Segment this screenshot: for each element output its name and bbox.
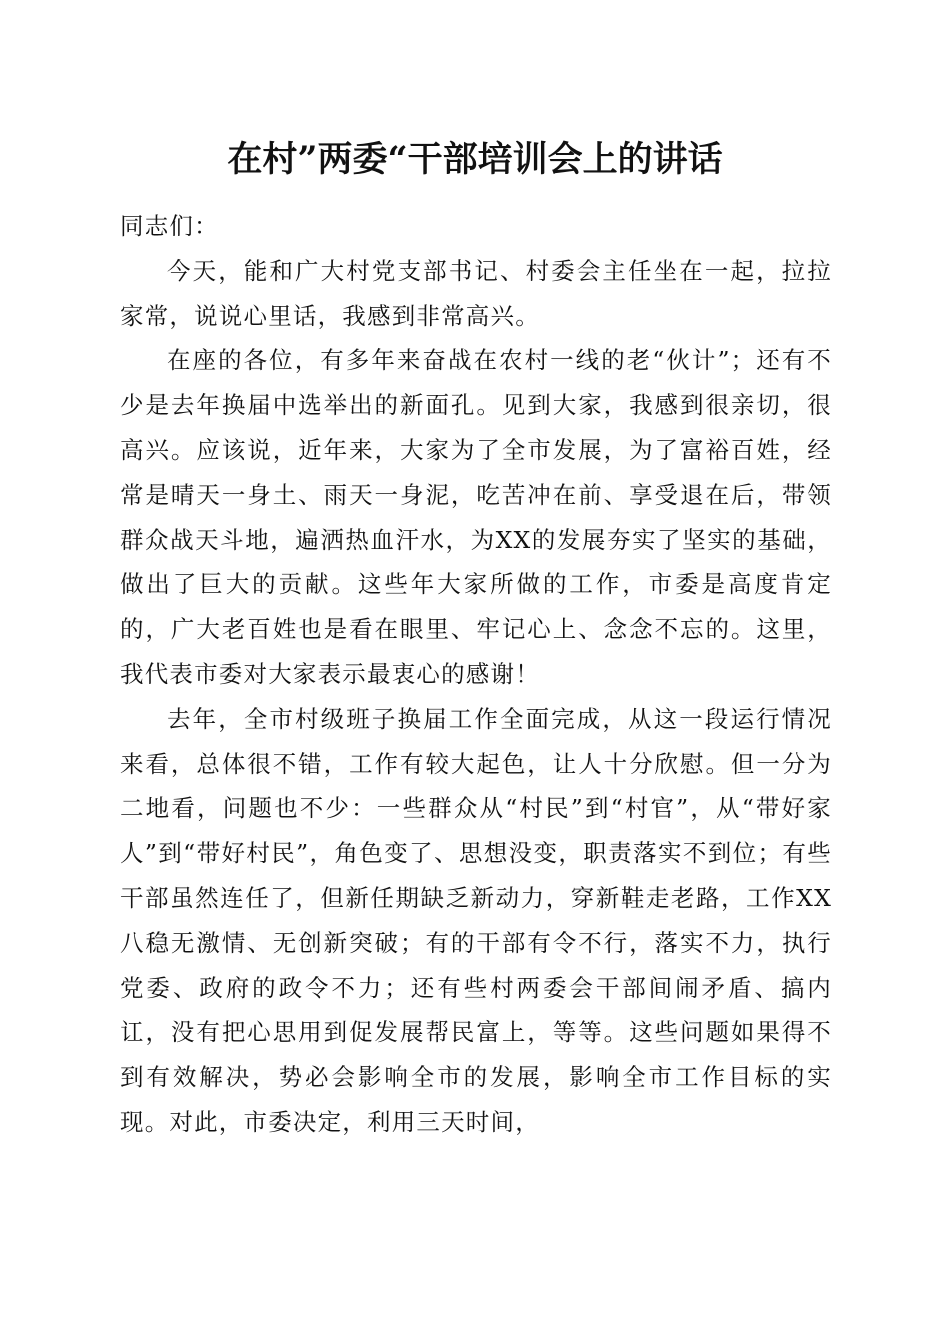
paragraph-1: 今天，能和广大村党支部书记、村委会主任坐在一起，拉拉家常，说说心里话，我感到非常高兴。 [120, 256, 832, 330]
paragraph-2: 在座的各位，有多年来奋战在农村一线的老“伙计”；还有不少是去年换届中选举出的新面孔。见到大家，我感到很亲切，很高兴。应该说，近年来，大家为了全市发展，为了富裕百姓，经常是晴天一身土、雨天一身泥，吃苦冲在前、享受退在后，带领群众战天斗地，遍洒热血汗水，为XX的发展夯实了坚实的基础，做出了巨大的贡献。这些年大家所做的工作，市委是高度肯定的，广大老百姓也是看在眼里、牢记心上、念念不忘的。这里，我代表市委对大家表示最衷心的感谢！ [120, 346, 832, 688]
document-body [120, 204, 832, 1145]
document-title: 在村”两委“干部培训会上的讲话 [227, 139, 723, 180]
salutation: 同志们： [120, 212, 219, 240]
paragraph-3: 去年，全市村级班子换届工作全面完成，从这一段运行情况来看，总体很不错，工作有较大起色，让人十分欣慰。但一分为二地看，问题也不少：一些群众从“村民”到“村官”，从“带好家人”到“带好村民”，角色变了、思想没变，职责落实不到位；有些干部虽然连任了，但新任期缺乏新动力，穿新鞋走老路，工作XX八稳无激情、无创新突破；有的干部有令不行，落实不力，执行党委、政府的政令不力；还有些村两委会干部间闹矛盾、搞内讧，没有把心思用到促发展帮民富上，等等。这些问题如果得不到有效解决，势必会影响全市的发展，影响全市工作目标的实现。对此，市委决定，利用三天时间， [120, 704, 832, 1136]
